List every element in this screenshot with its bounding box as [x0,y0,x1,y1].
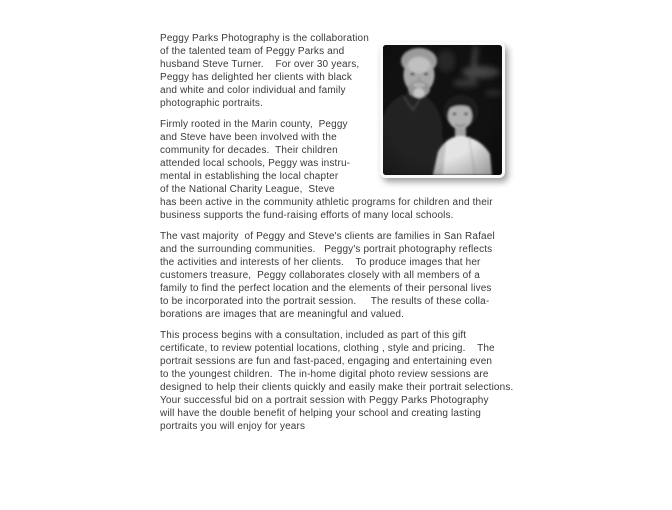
text-line: Your successful bid on a portrait session with Peggy Parks Photography [160,395,489,406]
text-line: Peggy has delighted her clients with black [160,72,352,83]
text-line: of the talented team of Peggy Parks and [160,46,345,57]
text-line: to the youngest children. The in-home digital photo review sessions are [160,369,489,380]
text-line: to be incorporated into the portrait session. The results of these colla- [160,296,490,307]
text-line: photographic portraits. [160,98,263,109]
text-line: has been active in the community athletic programs for children and their [160,197,493,208]
text-line: Firmly rooted in the Marin county, Peggy [160,119,348,130]
text-line: the activities and interests of her clients. To produce images that her [160,257,481,268]
couple-photo-illustration [383,45,502,175]
text-line: and the surrounding communities. Peggy's portrait photography reflects [160,244,493,255]
text-line: designed to help their clients quickly and easily make their portrait selections. [160,382,514,393]
text-line: husband Steve Turner. For over 30 years, [160,59,360,70]
text-line: of the National Charity League, Steve [160,184,335,195]
paragraph-clients [160,230,530,321]
text-line: The vast majority of Peggy and Steve's clients are families in San Rafael [160,231,495,242]
text-line: and Steve have been involved with the [160,132,337,143]
text-line: Peggy Parks Photography is the collaboration [160,33,369,44]
text-line: family to find the perfect location and the elements of their personal lives [160,283,492,294]
text-line: will have the double benefit of helping your school and creating lasting [160,408,482,419]
text-line: attended local schools, Peggy was instru- [160,158,351,169]
text-line: mental in establishing the local chapter [160,171,339,182]
text-line: borations are images that are meaningful and valued. [160,309,405,320]
text-line: portraits you will enjoy for years [160,421,306,432]
text-line: portrait sessions are fun and fast-paced, engaging and entertaining even [160,356,493,367]
text-line: community for decades. Their children [160,145,338,156]
text-line: This process begins with a consultation, included as part of this gift [160,330,467,341]
text-line: and white and color individual and family [160,85,346,96]
paragraph-process [160,329,530,433]
couple-photo [380,42,505,178]
text-line: customers treasure, Peggy collaborates closely with all members of a [160,270,480,281]
text-line: certificate, to review potential locations, clothing , style and pricing. The [160,343,495,354]
text-line: business supports the fund-raising efforts of many local schools. [160,210,454,221]
